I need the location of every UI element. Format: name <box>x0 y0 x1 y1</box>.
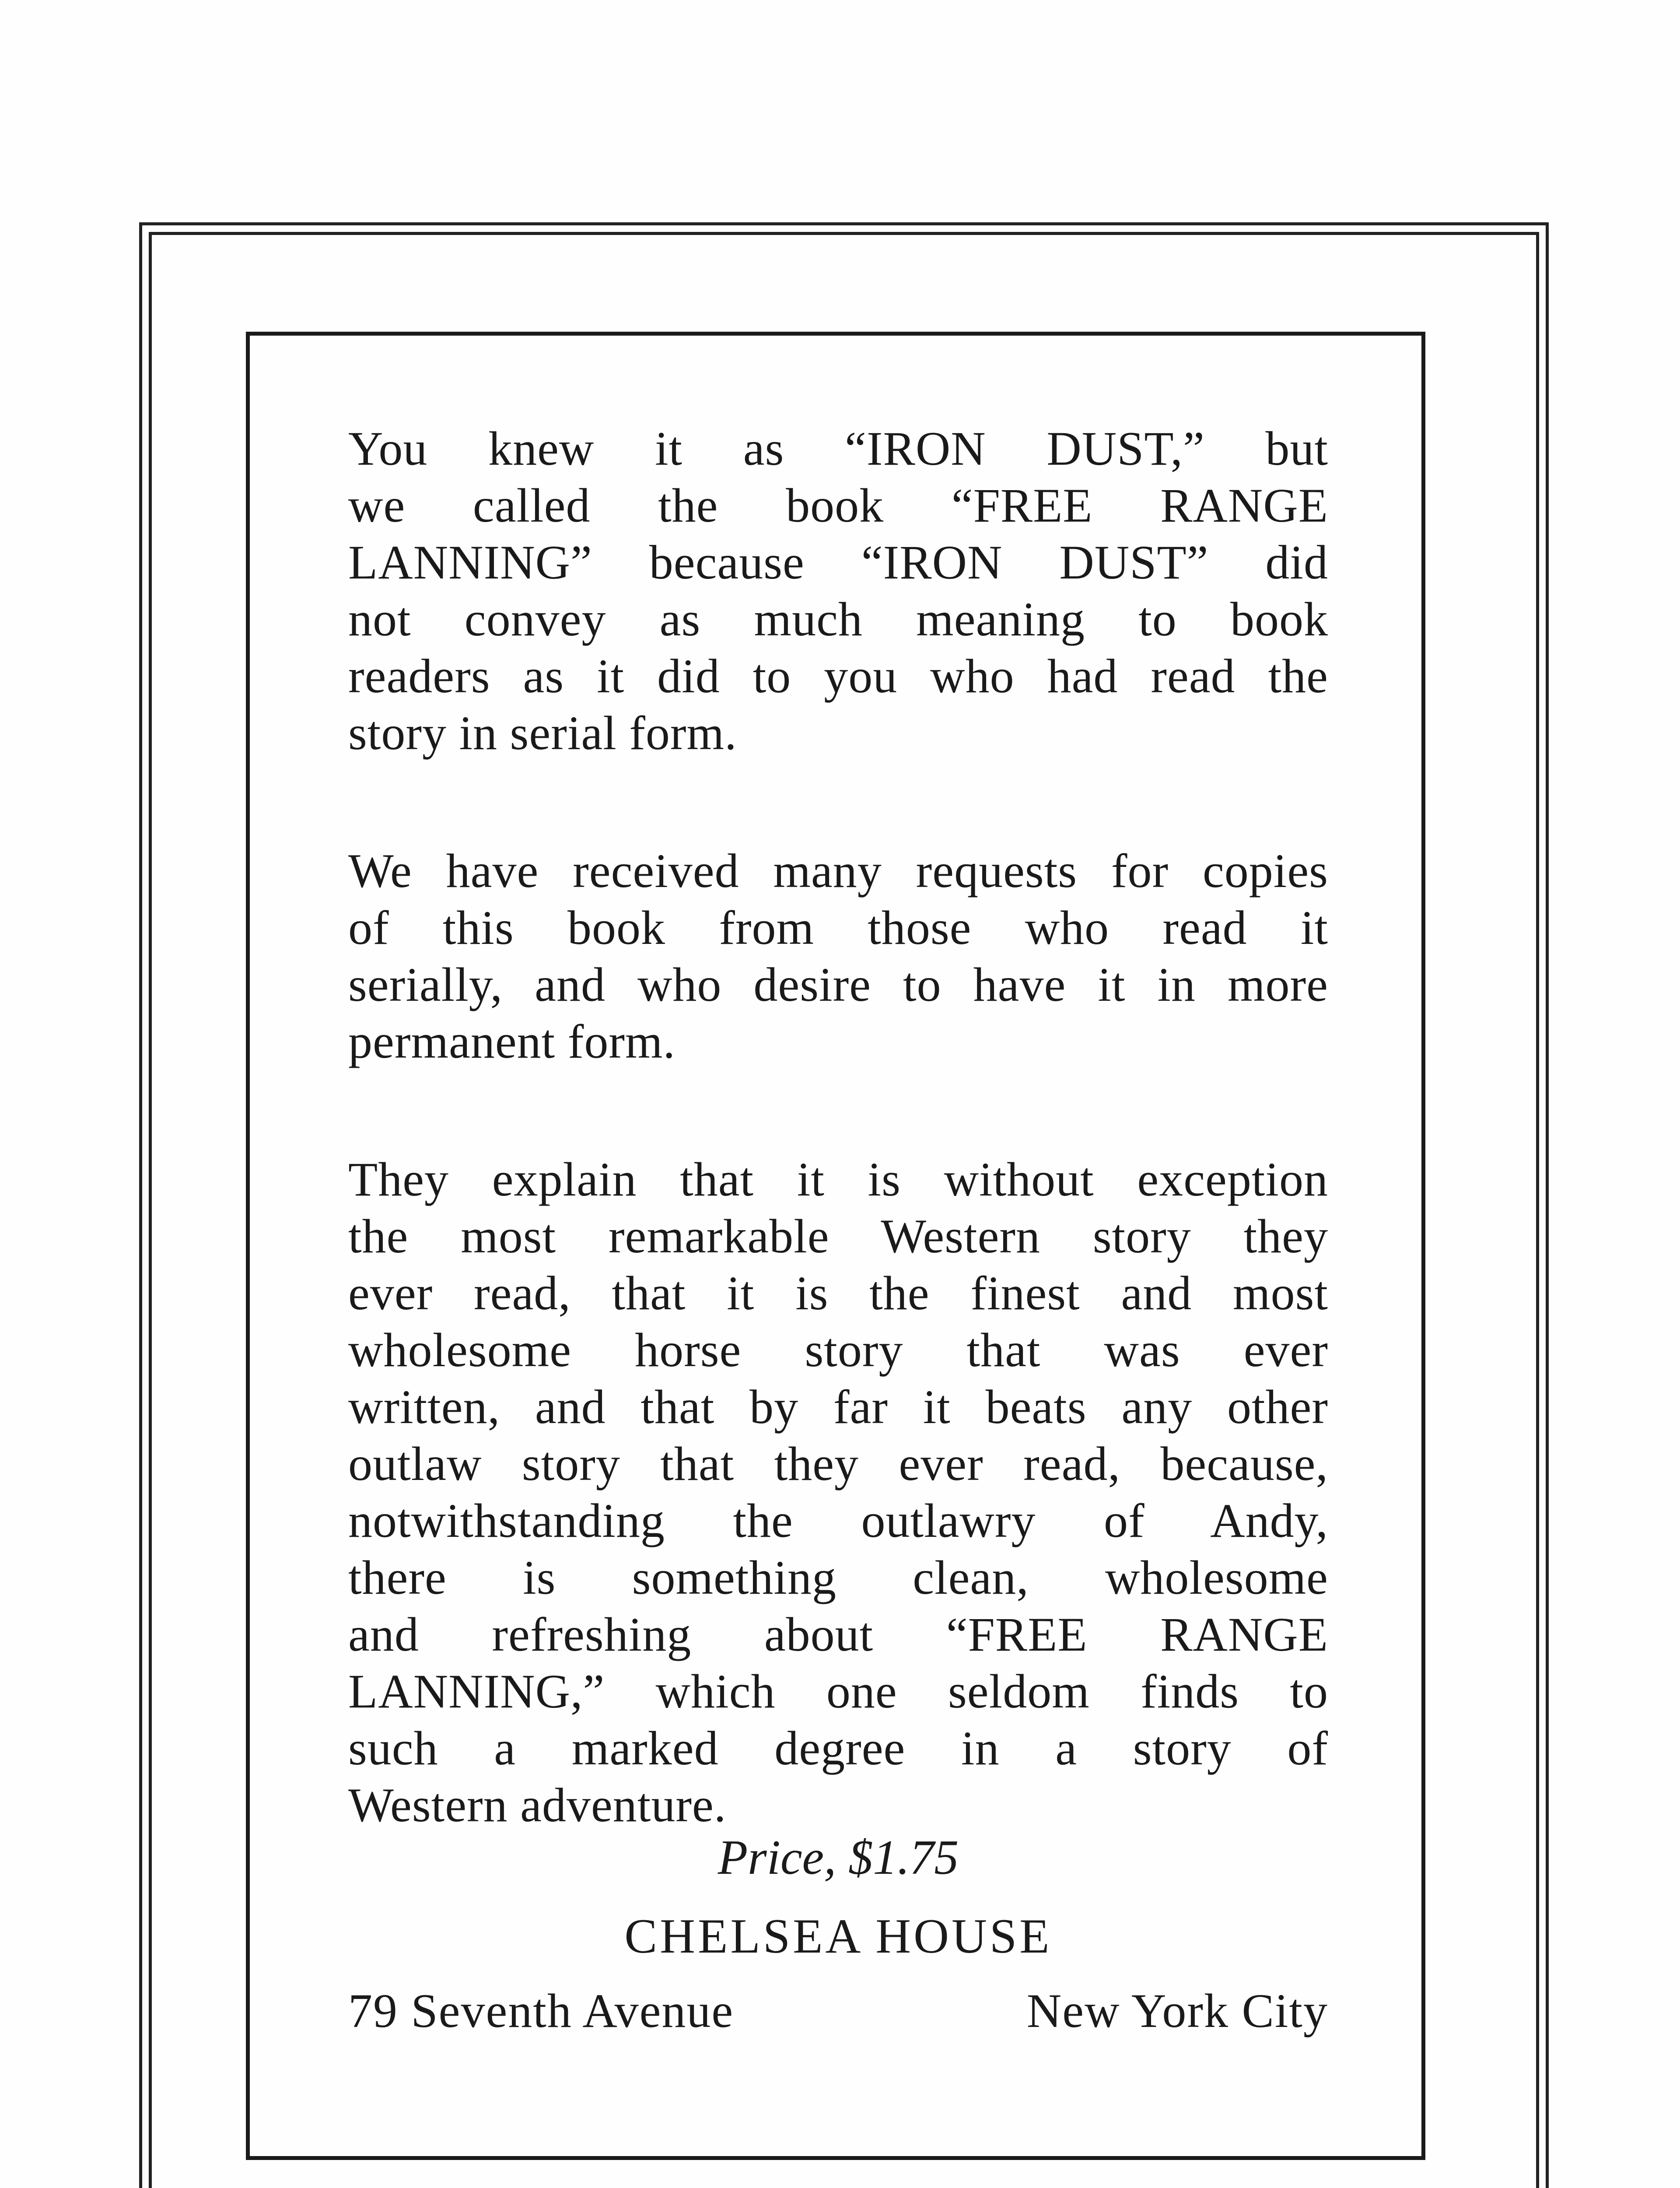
publisher-address <box>348 1982 1328 2039</box>
text-line: We have received many requests for copies <box>348 844 1328 898</box>
text-line: outlaw story that they ever read, because, <box>348 1437 1328 1490</box>
paragraph-2 <box>348 842 1328 1070</box>
text-line: LANNING” because “IRON DUST” did <box>348 536 1328 589</box>
text-line: story in serial form. <box>348 706 737 760</box>
text-line: notwithstanding the outlawry of Andy, <box>348 1494 1328 1547</box>
text-line: Western adventure. <box>348 1778 727 1832</box>
advertisement-text <box>348 420 1328 2037</box>
publisher-name: CHELSEA HOUSE <box>624 1909 1052 1964</box>
text-line: LANNING,” which one seldom finds to <box>348 1665 1328 1718</box>
text-line: They explain that it is without exception <box>348 1153 1328 1206</box>
text-line: readers as it did to you who had read the <box>348 649 1328 703</box>
price-line: Price, $1.75 <box>718 1830 959 1885</box>
text-line: of this book from those who read it <box>348 901 1328 954</box>
text-line: You knew it as “IRON DUST,” but <box>348 422 1328 475</box>
text-line: there is something clean, wholesome <box>348 1551 1328 1604</box>
text-line: ever read, that it is the finest and most <box>348 1266 1328 1320</box>
text-line: we called the book “FREE RANGE <box>348 479 1328 532</box>
text-line: wholesome horse story that was ever <box>348 1323 1328 1377</box>
paragraph-3 <box>348 1151 1328 1834</box>
text-line: permanent form. <box>348 1015 676 1068</box>
text-line: not convey as much meaning to book <box>348 593 1328 646</box>
text-line: serially, and who desire to have it in more <box>348 958 1328 1011</box>
city: New York City <box>1026 1984 1328 2037</box>
paragraph-1 <box>348 420 1328 761</box>
street-address: 79 Seventh Avenue <box>348 1984 734 2037</box>
text-line: written, and that by far it beats any other <box>348 1380 1328 1434</box>
text-line: and refreshing about “FREE RANGE <box>348 1608 1328 1661</box>
text-line: such a marked degree in a story of <box>348 1722 1328 1775</box>
text-line: the most remarkable Western story they <box>348 1210 1328 1263</box>
